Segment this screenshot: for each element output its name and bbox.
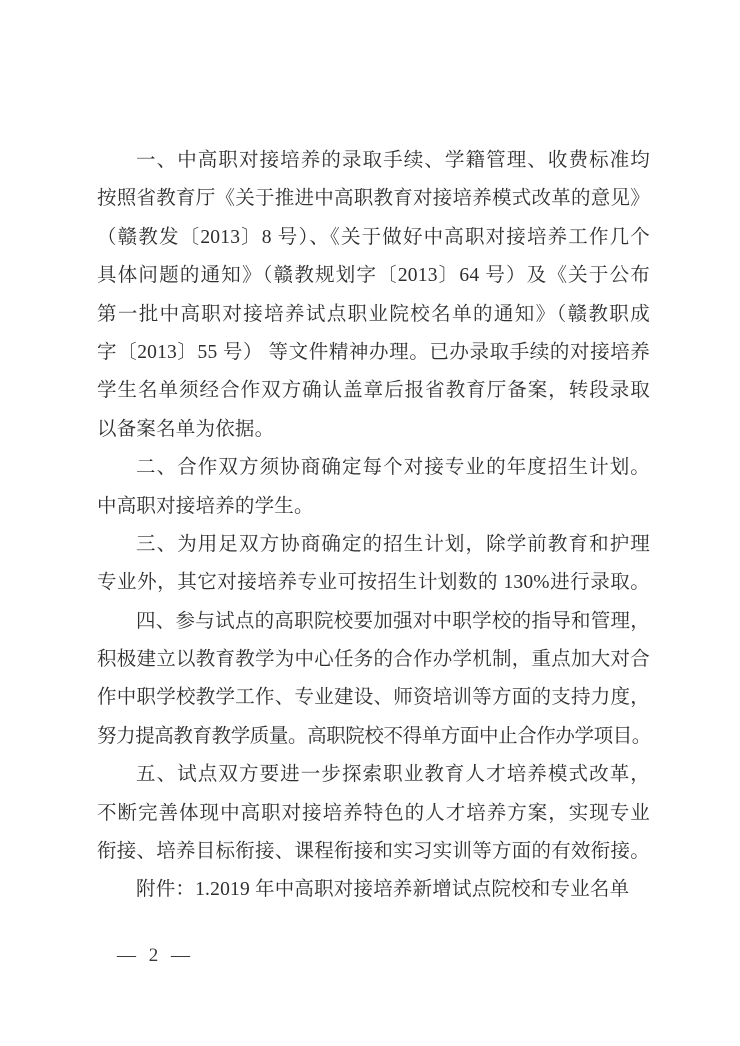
document-line: 五、试点双方要进一步探索职业教育人才培养模式改革， bbox=[136, 764, 650, 786]
document-body bbox=[97, 142, 650, 910]
document-line: 衔接、培养目标衔接、课程衔接和实习实训等方面的有效衔接。 bbox=[97, 841, 650, 863]
document-line: 专业外，其它对接培养专业可按招生计划数的 130%进行录取。 bbox=[97, 572, 650, 594]
document-line: 第一批中高职对接培养试点职业院校名单的通知》（赣教职成 bbox=[97, 303, 650, 325]
document-line: 中高职对接培养的学生。 bbox=[97, 495, 314, 517]
document-line: 以备案名单为依据。 bbox=[97, 418, 275, 440]
document-line: 二、合作双方须协商确定每个对接专业的年度招生计划。 bbox=[136, 457, 650, 479]
document-line: 一、中高职对接培养的录取手续、学籍管理、收费标准均 bbox=[136, 150, 650, 171]
document-line: 字〔2013〕55 号） 等文件精神办理。已办录取手续的对接培养 bbox=[97, 341, 650, 363]
document-line: 四、参与试点的高职院校要加强对中职学校的指导和管理， bbox=[136, 610, 650, 632]
document-line: 积极建立以教育教学为中心任务的合作办学机制，重点加大对合 bbox=[97, 649, 650, 671]
document-line: 三、为用足双方协商确定的招生计划，除学前教育和护理 bbox=[136, 533, 650, 555]
document-line: （赣教发〔2013〕8 号）、《关于做好中高职对接培养工作几个 bbox=[97, 226, 650, 248]
document-line: 具体问题的通知》（赣教规划字〔2013〕64 号）及《关于公布 bbox=[97, 265, 650, 287]
document-line: 努力提高教育教学质量。高职院校不得单方面中止合作办学项目。 bbox=[97, 725, 651, 747]
document-line: 不断完善体现中高职对接培养特色的人才培养方案，实现专业 bbox=[97, 802, 650, 824]
document-line: 按照省教育厅《关于推进中高职教育对接培养模式改革的意见》 bbox=[97, 188, 650, 210]
page-number: — 2 — bbox=[117, 945, 194, 966]
document-line: 作中职学校教学工作、专业建设、师资培训等方面的支持力度， bbox=[97, 687, 650, 709]
document-line: 附件：1.2019 年中高职对接培养新增试点院校和专业名单 bbox=[136, 879, 630, 901]
document-line: 学生名单须经合作双方确认盖章后报省教育厅备案，转段录取 bbox=[97, 380, 650, 402]
